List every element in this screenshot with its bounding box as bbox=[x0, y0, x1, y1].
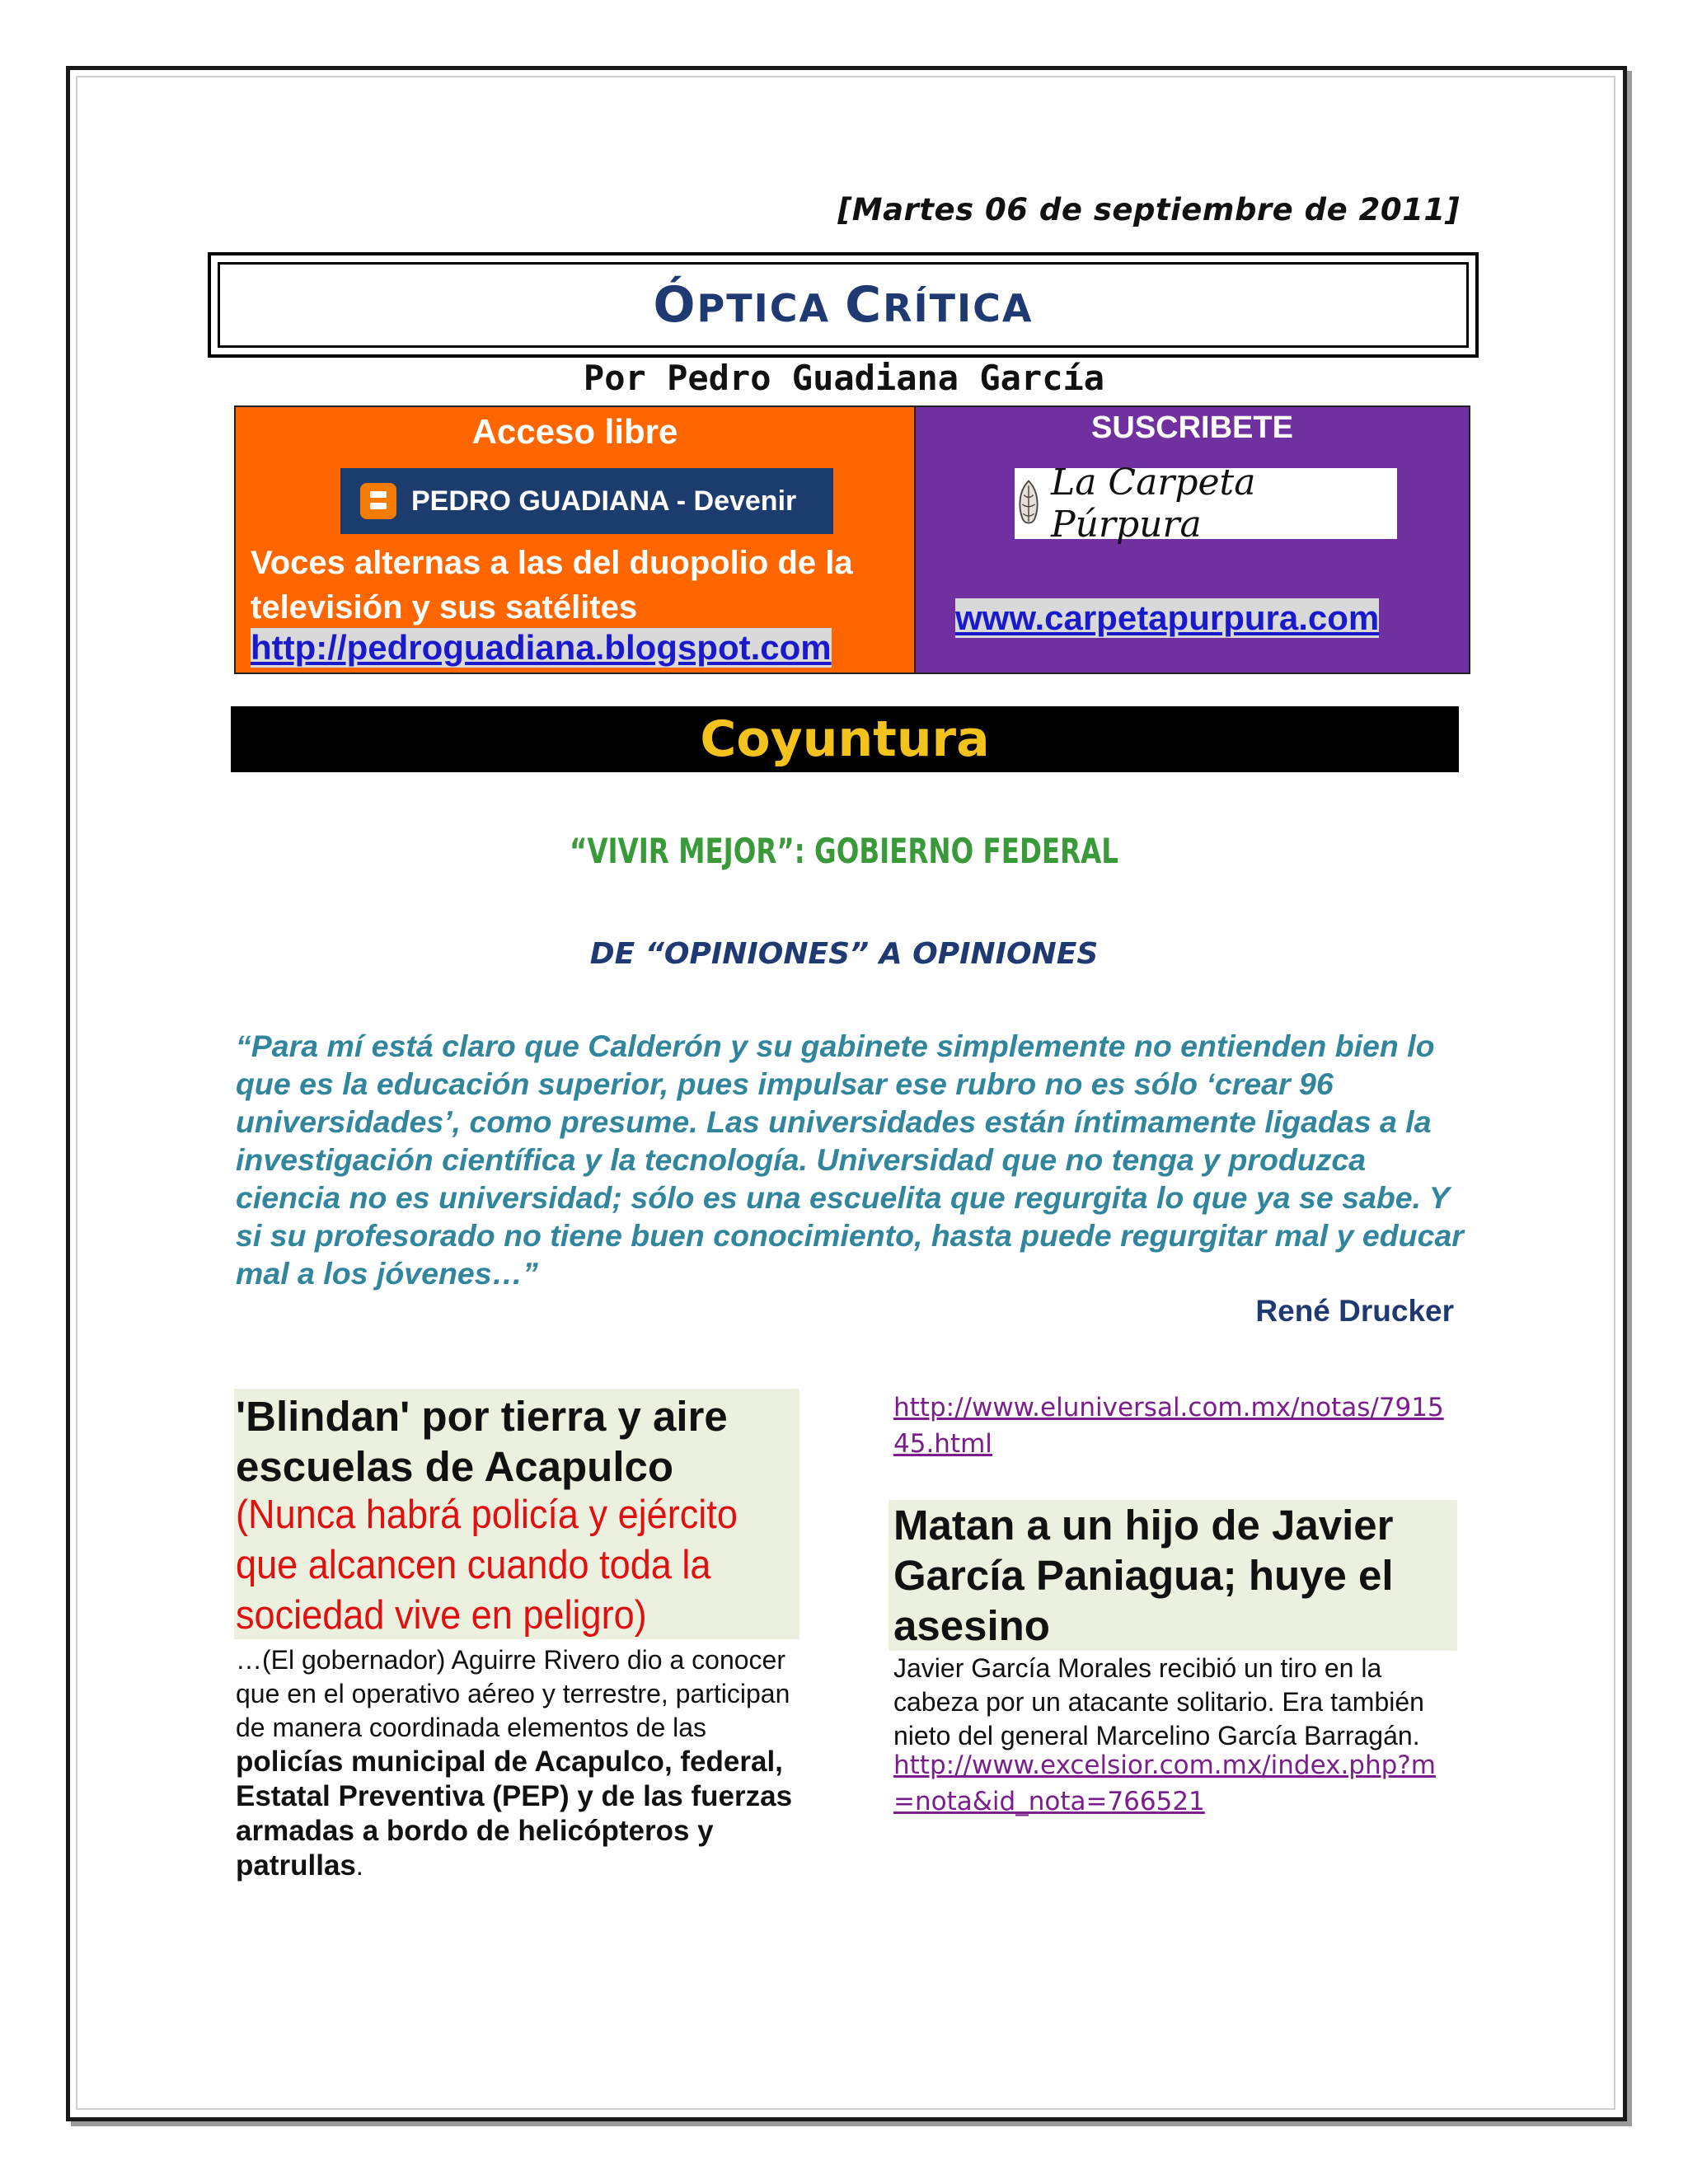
title-rest-2: RÍTICA bbox=[883, 286, 1034, 330]
story-left-body-bold: policías municipal de Acapulco, federal, Estatal Preventiva (PEP) y de las fuerzas armadas a bordo de helicópteros y patrullas bbox=[236, 1746, 793, 1882]
quote-author: René Drucker bbox=[1255, 1294, 1454, 1328]
title-initial-2: C bbox=[845, 276, 884, 334]
site-url-link[interactable]: www.carpetapurpura.com bbox=[955, 598, 1380, 637]
blog-url-link[interactable]: http://pedroguadiana.blogspot.com bbox=[251, 628, 832, 667]
section-banner bbox=[231, 706, 1459, 772]
promo-box bbox=[234, 405, 1470, 674]
story-left-body-end: . bbox=[355, 1851, 363, 1881]
promo-subscribe-panel bbox=[916, 407, 1469, 673]
story-right-title: Matan a un hijo de Javier García Paniagua; huye el asesino bbox=[893, 1502, 1394, 1649]
headline: “VIVIR MEJOR”: GOBIERNO FEDERAL bbox=[569, 831, 1119, 871]
story-left-subtitle: (Nunca habrá policía y ejército que alcancen cuando toda la sociedad vive en peligro) bbox=[236, 1493, 738, 1638]
blogger-icon bbox=[360, 483, 396, 519]
publication-date: [Martes 06 de septiembre de 2011] bbox=[837, 192, 1460, 227]
subheadline: DE “OPINIONES” A OPINIONES bbox=[589, 937, 1099, 971]
subscribe-heading: SUSCRIBETE bbox=[1091, 410, 1293, 445]
title-rest-1: PTICA bbox=[696, 286, 846, 330]
source-link-excelsior[interactable]: http://www.excelsior.com.mx/index.php?m=nota&id_nota=766521 bbox=[893, 1750, 1436, 1816]
story-left-body-intro: …(El gobernador) Aguirre Rivero dio a conocer que en el operativo aéreo y terrestre, participan de manera coordinada elementos de las bbox=[236, 1645, 790, 1742]
story-left-title: 'Blindan' por tierra y aire escuelas de Acapulco bbox=[236, 1393, 728, 1490]
masthead-inner bbox=[218, 262, 1469, 348]
logo-text: La Carpeta Púrpura bbox=[1050, 462, 1256, 546]
blog-badge[interactable] bbox=[340, 468, 833, 534]
masthead bbox=[208, 252, 1479, 358]
promo-blog-panel bbox=[236, 407, 916, 673]
section-title: Coyuntura bbox=[700, 710, 990, 768]
carpeta-purpura-logo[interactable] bbox=[1015, 462, 1397, 546]
quote-text: “Para mí está claro que Calderón y su gabinete simplemente no entienden bien lo que es la educación superior, pues impulsar ese rubro no es sólo ‘crear 96 universidades’, como presume. Las universidades están íntimamente ligadas a la investigación científica y la tecnología. Universidad que no tenga y produzca ciencia no es universidad; sólo es una escuelita que regurgita lo que ya se sabe. Y si su profesorado no tiene buen conocimiento, hasta puede regurgitar mal y educar mal a los jóvenes…” bbox=[236, 1029, 1464, 1291]
shell-icon bbox=[1015, 478, 1043, 529]
masthead-title bbox=[653, 276, 1033, 334]
byline: Por Pedro Guadiana García bbox=[583, 358, 1105, 398]
blog-badge-label: PEDRO GUADIANA - Devenir bbox=[411, 485, 797, 517]
blog-tagline: Voces alternas a las del duopolio de la televisión y sus satélites bbox=[251, 545, 853, 626]
acceso-libre-heading: Acceso libre bbox=[471, 412, 678, 451]
title-initial-1: Ó bbox=[653, 276, 697, 334]
story-right-body: Javier García Morales recibió un tiro en la cabeza por un atacante solitario. Era también nieto del general Marcelino García Barragán. bbox=[893, 1653, 1424, 1750]
source-link-eluniversal[interactable]: http://www.eluniversal.com.mx/notas/791545.html bbox=[893, 1393, 1444, 1459]
story-left-body bbox=[236, 1643, 804, 1883]
